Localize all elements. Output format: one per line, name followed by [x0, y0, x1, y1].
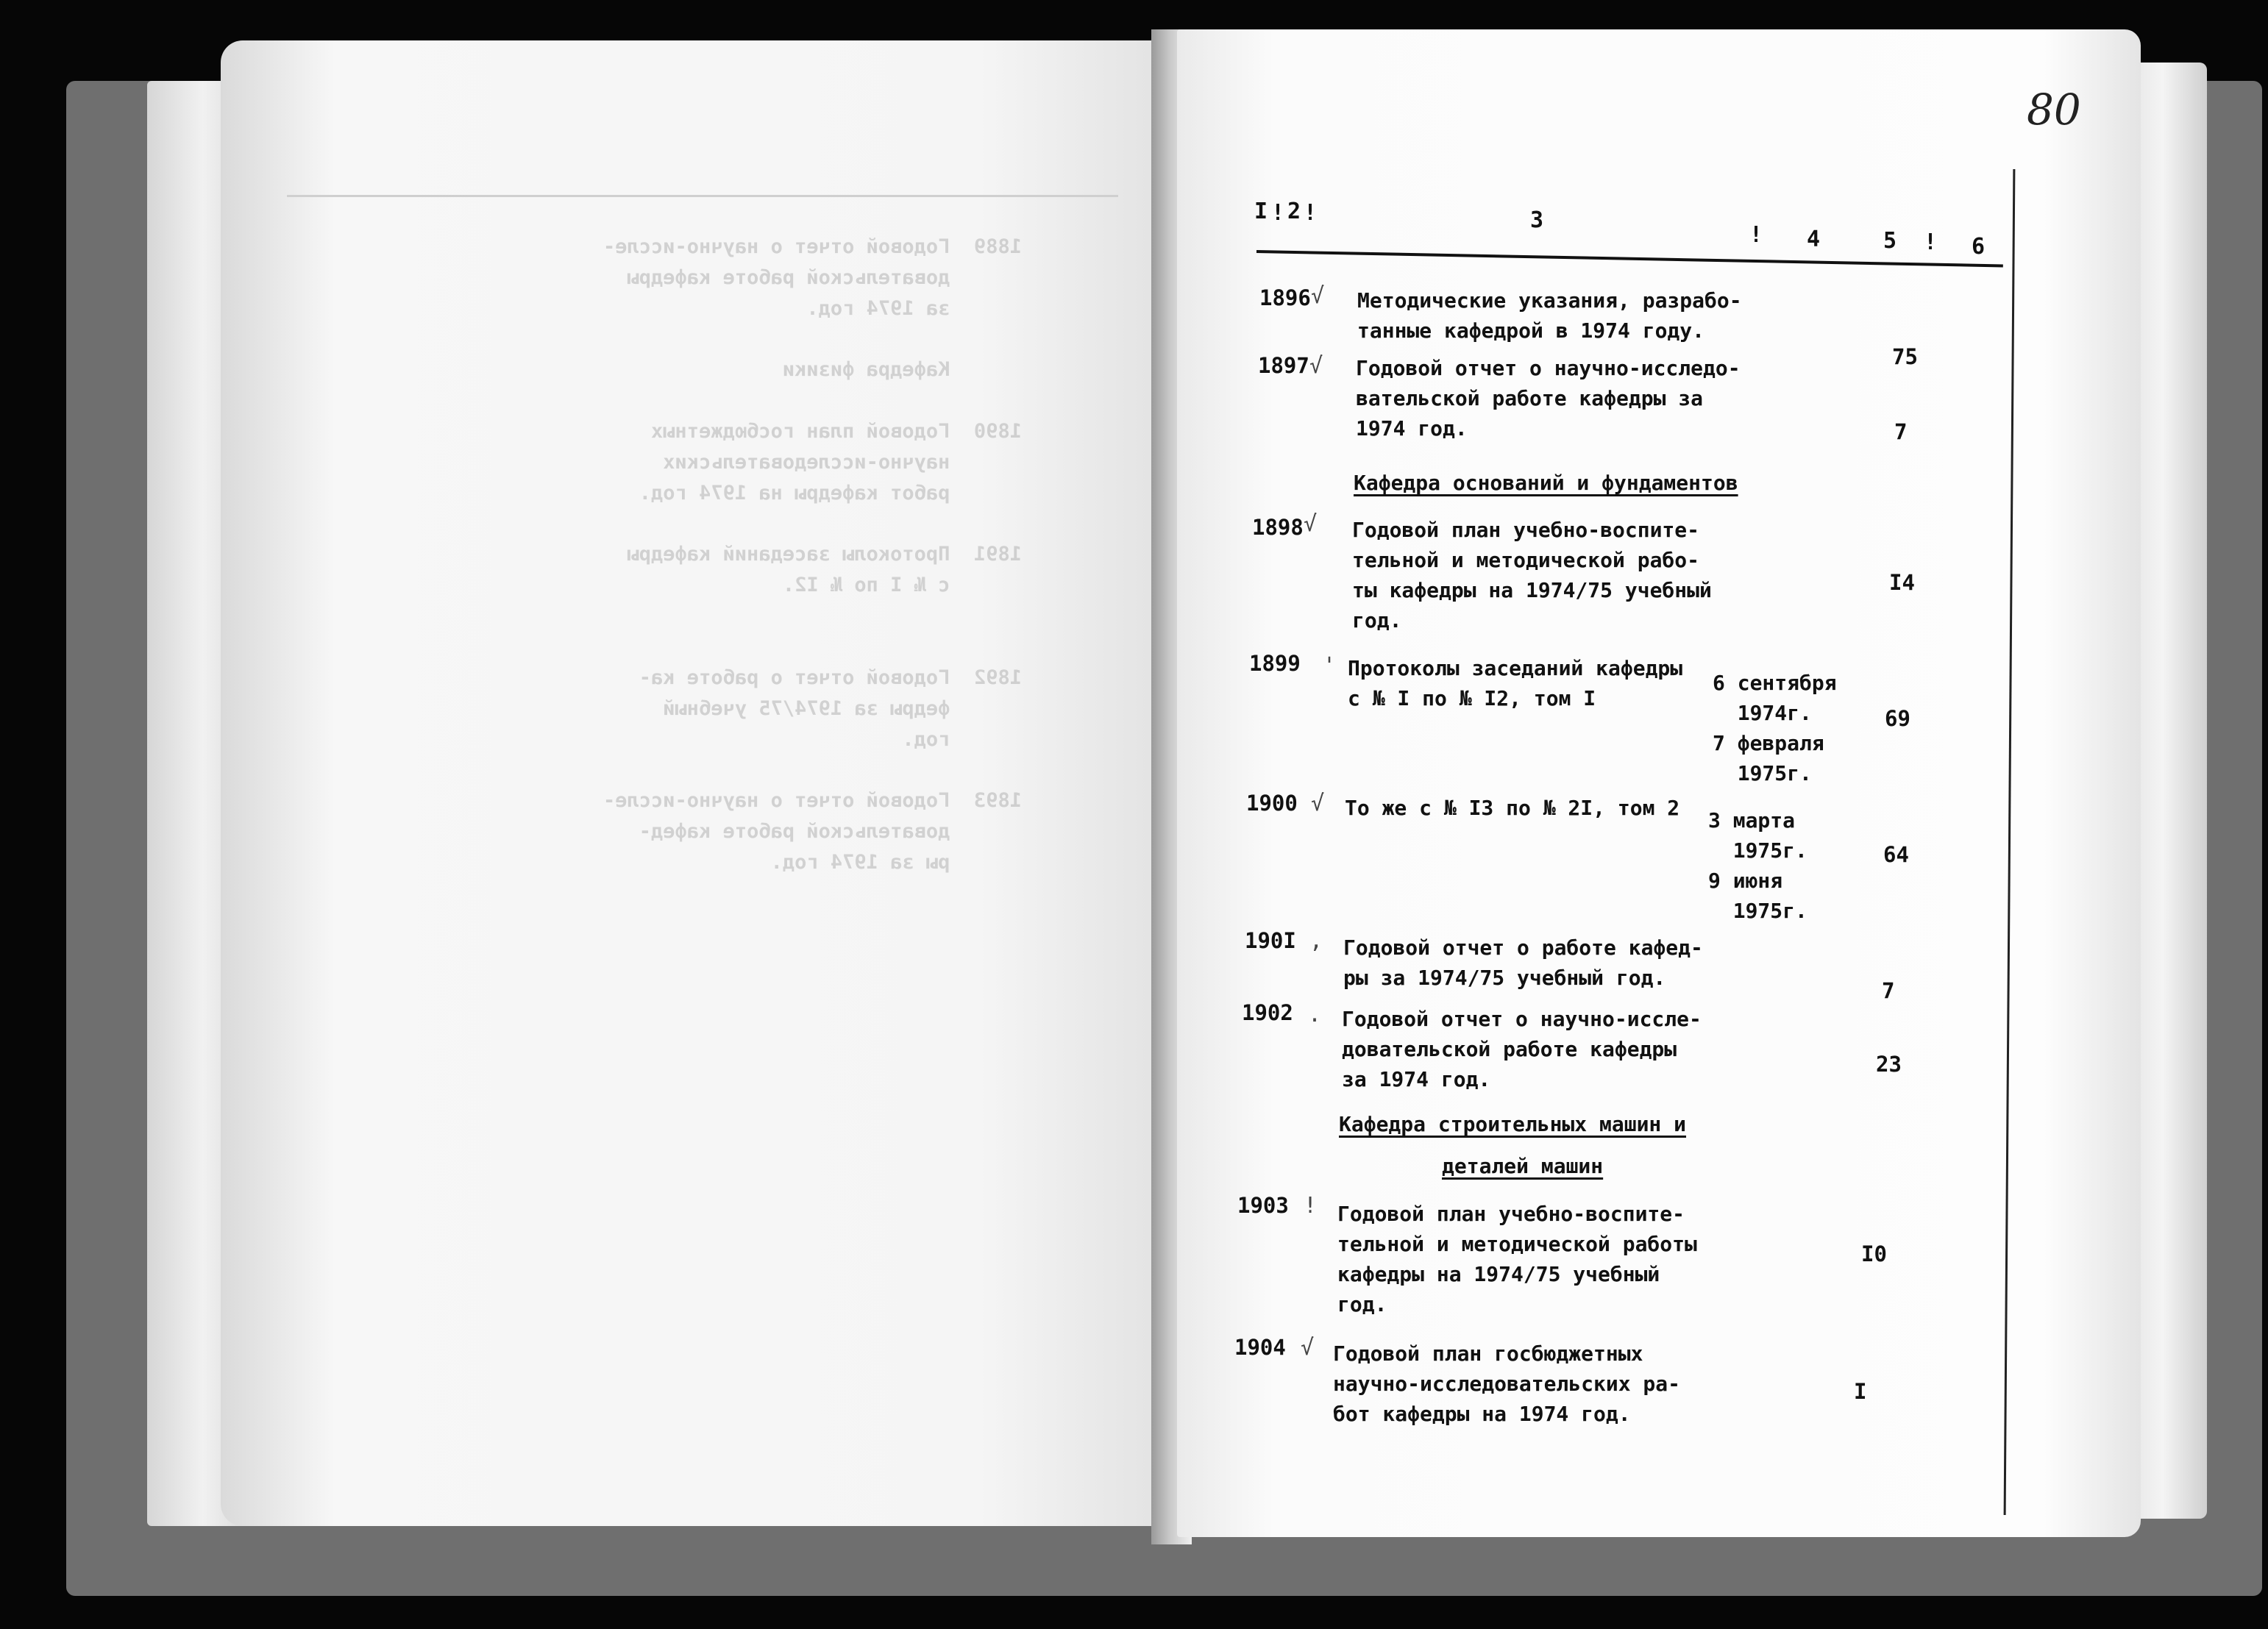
row-sheets: 64: [1883, 842, 1909, 867]
header-col-5: 5: [1883, 228, 1897, 254]
row-title: Годовой план учебно-воспите- тельной и методической работы кафедры на 1974/75 учебный год.: [1337, 1202, 1697, 1316]
row-title: Годовой план госбюджетных научно-исследовательских ра- бот кафедры на 1974 год.: [1333, 1341, 1681, 1426]
header-col-2: 2: [1287, 199, 1301, 224]
row-sheets: I4: [1889, 570, 1915, 595]
left-page: [221, 40, 1170, 1526]
row-dates: 6 сентября 1974г. 7 февраля 1975г.: [1713, 671, 1837, 785]
row-title: Годовой отчет о научно-иссле- довательской работе кафедры за 1974 год.: [1342, 1007, 1702, 1091]
check-mark: √: [1311, 283, 1325, 309]
row-title: Годовой отчет о научно-исследо- вательской работе кафедры за 1974 год.: [1356, 356, 1741, 441]
row-sheets: 75: [1892, 344, 1918, 369]
row-number: 1903: [1237, 1193, 1289, 1218]
row-sheets: I0: [1861, 1241, 1887, 1266]
row-sheets: 7: [1894, 419, 1908, 444]
row-number: 1898: [1252, 515, 1304, 540]
check-mark: ,: [1309, 928, 1323, 954]
ghost-header-rule: [287, 195, 1118, 197]
row-dates: 3 марта 1975г. 9 июня 1975г.: [1708, 808, 1807, 923]
section-title-foundations: Кафедра оснований и фундаментов: [1354, 471, 1738, 495]
check-mark: √: [1311, 791, 1325, 816]
row-number: 1904: [1234, 1335, 1286, 1360]
header-col-3: 3: [1530, 207, 1544, 233]
row-title: Годовой план учебно-воспите- тельной и методической рабо- ты кафедры на 1974/75 учебный год.: [1352, 518, 1712, 632]
header-col-1: I: [1254, 199, 1268, 224]
row-number: 1897: [1258, 353, 1309, 378]
section-title-machines-2: деталей машин: [1442, 1154, 1604, 1178]
check-mark: √: [1304, 511, 1318, 537]
row-title: Протоколы заседаний кафедры с № I по № I2, том I: [1348, 656, 1683, 710]
row-sheets: 23: [1876, 1052, 1902, 1077]
row-number: 1902: [1242, 1000, 1293, 1025]
row-number: 190I: [1245, 928, 1296, 953]
row-sheets: 7: [1882, 978, 1895, 1003]
header-col-4: 4: [1807, 227, 1821, 252]
header-col-6: 6: [1972, 234, 1986, 260]
check-mark: ': [1323, 653, 1337, 679]
row-sheets: 69: [1885, 706, 1910, 731]
bleed-through-text: 1889 Годовой отчет о научно-иссле- довательской работе кафедры за 1974 год. Кафедра физики 1890 Годовой план госбюджетных научно-исследовательских работ кафедры на 1974 год. 1891 Протоколы заседаний кафедры с № I по № I2. 1892 Годовой отчет о работе ка- федры за 1974/75 учебный год. 1893 Годовой отчет о научно-иссле- довательской работе кафед- ры за 1974 год.: [603, 235, 1022, 874]
check-mark: !: [1304, 1193, 1318, 1219]
right-page: 80 I ! 2 ! 3 ! 4 5 ! 6 1896 √ Методические указания, разрабо- танные кафедрой в 1974 году. 75 1897 √ Годовой отчет о научно-исследо- вательской работе кафедры за 1974 год. 7 Кафедра оснований и фундаментов 1898 √ Годовой план учебно-воспите- тельной и методической рабо- ты кафедры на 1974/75 учебный год. I4 1899 ' Протоколы заседаний кафедры с № I по № I2, том I 6 сентября 1974г. 7 февраля 1975г. 69 1900 √ То же с № I3 по № 2I, том 2 3 марта 1975г. 9 июня 1975г. 64 190I , Годовой отчет о работе кафед- ры за 1974/75 учебный год. 7 1902 . Годовой отчет о научно-иссле- довательской работе кафедры за 1974 год. 23 Кафедра строительных машин и деталей машин 1903 ! Годовой план учебно-воспите- тельной и методической работы кафедры на 1974/75 учебный год. I0 1904 √ Годовой план госбюджетных научно-исследовательских ра- бот кафедры на 1974 год. I: [1177, 29, 2141, 1537]
row-number: 1900: [1246, 791, 1298, 816]
row-title: Годовой отчет о работе кафед- ры за 1974/75 учебный год.: [1343, 935, 1703, 990]
row-sheets: I: [1854, 1379, 1867, 1404]
row-title: Методические указания, разрабо- танные кафедрой в 1974 году.: [1357, 288, 1742, 343]
right-margin-line: [2004, 169, 2016, 1515]
row-number: 1899: [1249, 651, 1301, 676]
check-mark: .: [1308, 1002, 1322, 1027]
check-mark: √: [1309, 353, 1323, 379]
row-number: 1896: [1259, 285, 1311, 310]
archive-sheet-number: 80: [2027, 85, 2081, 135]
check-mark: √: [1301, 1335, 1315, 1361]
section-title-machines-1: Кафедра строительных машин и: [1339, 1112, 1687, 1136]
row-title: То же с № I3 по № 2I, том 2: [1345, 796, 1680, 820]
